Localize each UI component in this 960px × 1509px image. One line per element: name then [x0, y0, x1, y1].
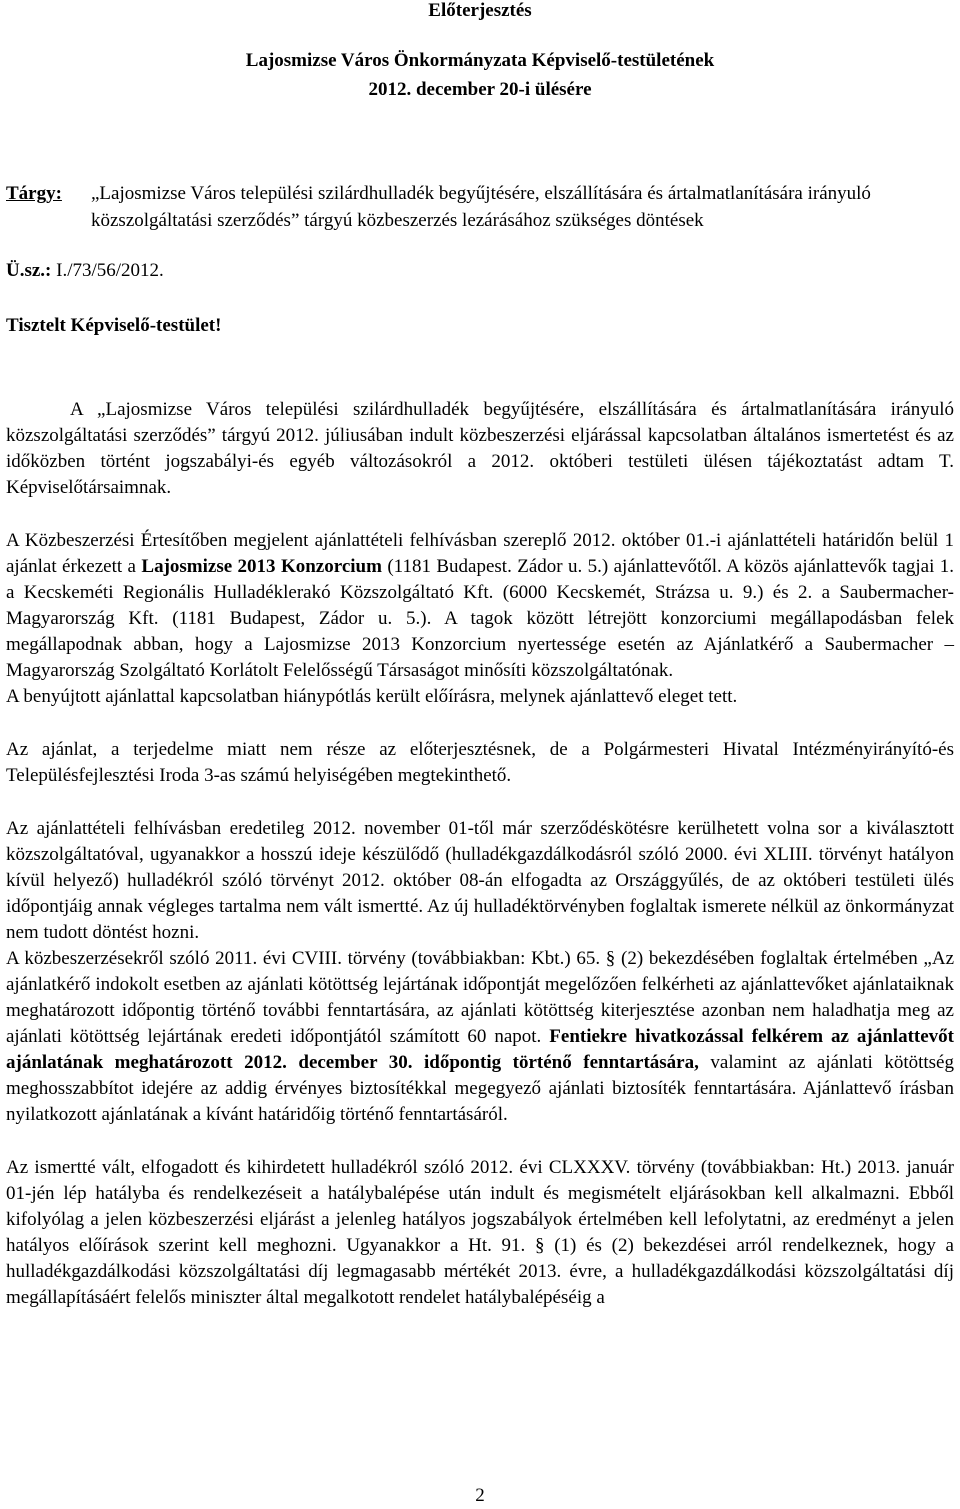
paragraph-4: Az ajánlat, a terjedelme miatt nem része az előterjesztésnek, de a Polgármesteri Hivatal Intézményirányító-és Településfejlesztési Iroda 3-as számú helyiségében megtekinthető. — [6, 739, 954, 786]
meeting-date: 2012. december 20-i ülésére — [368, 79, 592, 100]
paragraph-5: Az ajánlattételi felhívásban eredetileg 2012. november 01-től már szerződéskötésre kerülhetett volna sor a kiválasztott közszolgáltatóval, ugyanakkor a hosszú ideje készülődő (hulladékgazdálkodásról szóló 2000. évi XLIII. törvényt hatályon kívül helyező) hulladékról szóló törvényt 2012. október 08-án elfogadta az Országgyűlés, de az októberi testületi ülés időpontjáig annak végleges tartalma nem vált ismertté. Az új hulladéktörvényben foglaltak ismerete nélkül az önkormányzat nem tudott döntést hozni. — [6, 818, 954, 943]
paragraph-2: A Közbeszerzési Értesítőben megjelent ajánlattételi felhívásban szereplő 2012. október 01.-i ajánlattételi határidőn belül 1 ajánlat érkezett a Lajosmizse 2013 Konzorcium (1181 Budapest. Zádor u. 5.) ajánlattevőtől. A közös ajánlattevők tagjai 1. a Kecskeméti Regionális Hulladéklerakó Közszolgáltató Kft. (6000 Kecskemét, Strázsa u. 9.) és 2. a Saubermacher- Magyarország Kft. (1181 Budapest, Zádor u. 5.). A tagok között létrejött konzorciumi megállapodásban felek megállapodnak abban, hogy a Lajosmizse 2013 Konzorcium nyertessége esetén az Ajánlatkérő a Saubermacher – Magyarország Szolgáltató Korlátolt Felelősségű Társaságot minősíti közszolgáltatónak. — [6, 530, 955, 681]
request-bold-text: Fentiekre hivatkozással felkérem az ajánlattevőt ajánlatának meghatározott 2012. december 30. időpontig történő fenntartására, — [6, 1026, 954, 1073]
council-name: Lajosmizse Város Önkormányzata Képviselő-testületének — [245, 50, 715, 71]
reference-label: Ü.sz.: — [6, 260, 52, 281]
subject-text: „Lajosmizse Város települési szilárdhulladék begyűjtésére, elszállítására és ártalmatlanítására irányuló közszolgáltatási szerződés” tárgyú közbeszerzés lezárásához szükséges döntések — [91, 183, 871, 231]
document-body — [6, 397, 954, 1311]
paragraph-3: A benyújtott ajánlattal kapcsolatban hiánypótlás került előírásra, melynek ajánlattevő eleget tett. — [6, 686, 738, 707]
subject-label: Tárgy: — [6, 183, 62, 204]
subject-block — [6, 180, 954, 234]
consortium-name: Lajosmizse 2013 Konzorcium — [141, 556, 382, 577]
document-title: Előterjesztés — [428, 0, 532, 21]
reference-value: I./73/56/2012. — [56, 260, 164, 281]
reference-number — [6, 260, 164, 282]
document-page — [6, 0, 954, 1509]
paragraph-1: A „Lajosmizse Város települési szilárdhulladék begyűjtésére, elszállítására és ártalmatlanítására irányuló közszolgáltatási szerződés” tárgyú 2012. júliusában indult közbeszerzési eljárással kapcsolatban általános ismertetést és az időközben történt jogszabályi-és egyéb változásokról a 2012. októberi testületi ülésen tájékoztatást adtam T. Képviselőtársaimnak. — [6, 399, 954, 498]
paragraph-7: Az ismertté vált, elfogadott és kihirdetett hulladékról szóló 2012. évi CLXXXV. törvény (továbbiakban: Ht.) 2013. január 01-jén lép hatályba és rendelkezéseit a hatálybalépése után indult és megismételt eljárásokban kell alkalmazni. Ebből kifolyólag a jelen közbeszerzési eljárást a jelenleg hatályos jogszabályok értelmében kell lefolytatni, az eredményt a jelen hatályos előírások szerint kell meghozni. Ugyanakkor a Ht. 91. § (1) és (2) bekezdései arról rendelkeznek, hogy a hulladékgazdálkodási közszolgáltatási díj legmagasabb mértékét 2013. évre, a hulladékgazdálkodási közszolgáltatási díj megállapításáért felelős miniszter által megalkotott rendelet hatálybalépéséig a — [6, 1157, 954, 1308]
paragraph-6: A közbeszerzésekről szóló 2011. évi CVIII. törvény (továbbiakban: Kbt.) 65. § (2) bekezdésében foglaltak értelmében „Az ajánlatkérő indokolt esetben az ajánlati kötöttség lejártának időpontját megelőzően felkérheti az ajánlattevőket ajánlataiknak meghatározott időpontig történő további fenntartására, az ajánlati kötöttség kiterjesztése azonban nem haladhatja meg az ajánlati kötöttség lejártának eredeti időpontjától számított 60 napot. Fentiekre hivatkozással felkérem az ajánlattevőt ajánlatának meghatározott 2012. december 30. időpontig történő fenntartására, valamint az ajánlati kötöttség meghosszabbítot idejére az addig érvényes biztosítékkal megegyező ajánlati biztosíték fenntartására. Ajánlattevő írásban nyilatkozott ajánlatának a kívánt határidőig történő fenntartásáról. — [6, 948, 954, 1125]
greeting: Tisztelt Képviselő-testület! — [6, 315, 222, 336]
page-number: 2 — [475, 1485, 485, 1506]
